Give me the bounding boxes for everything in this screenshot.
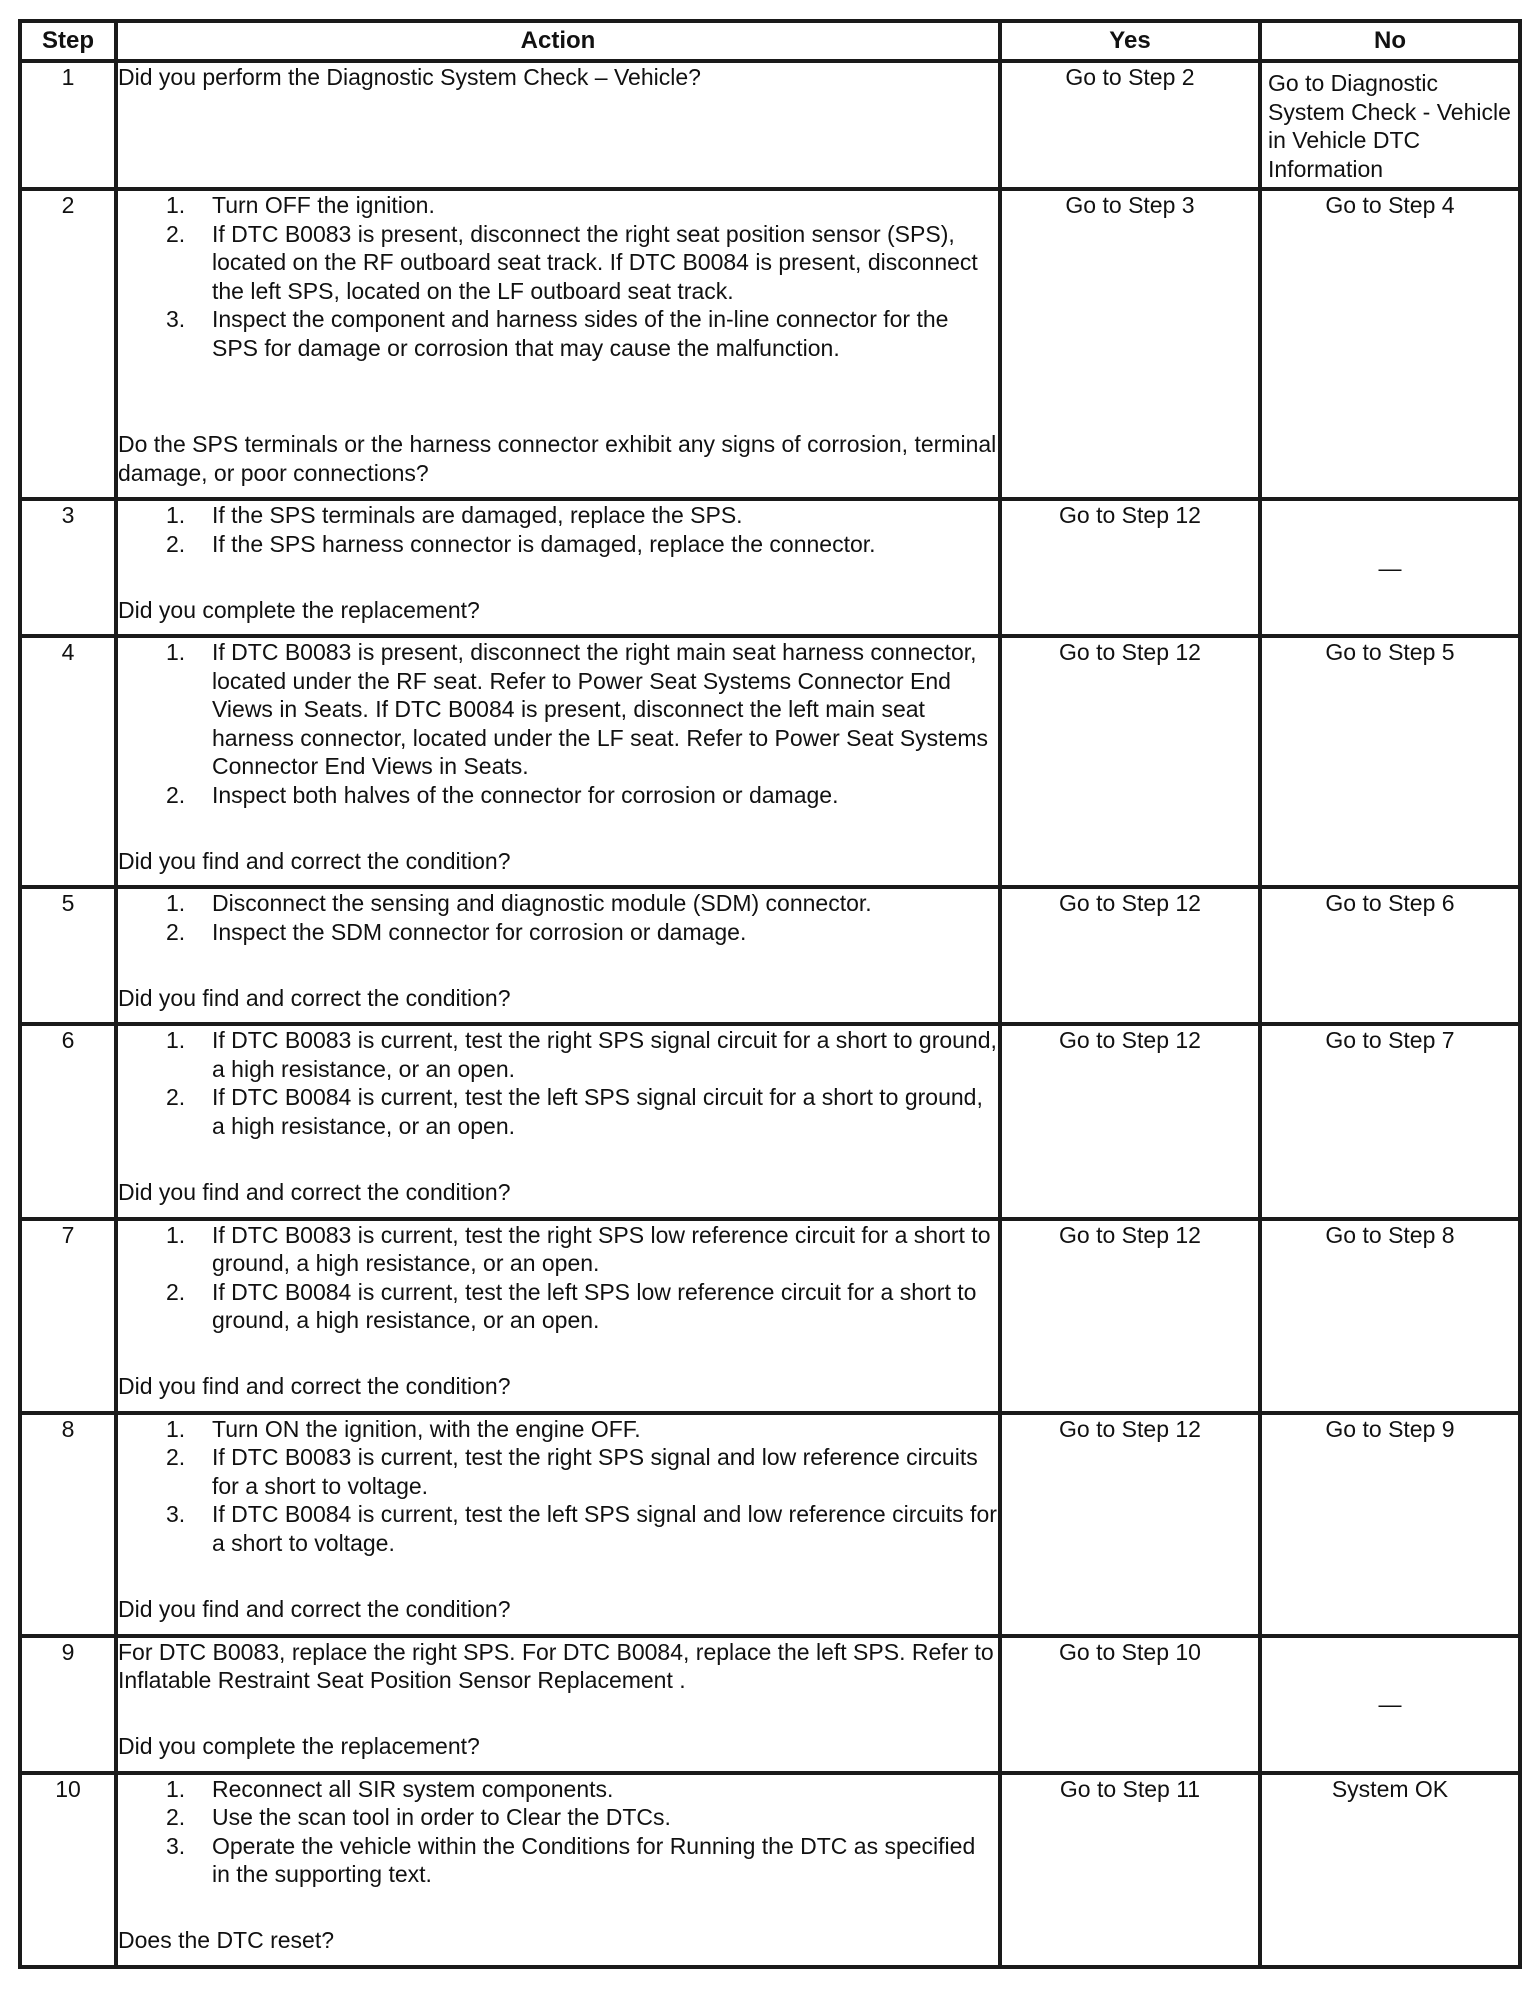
yes-result: Go to Step 2 bbox=[1000, 61, 1260, 189]
list-item-text: If DTC B0084 is current, test the left SPS signal and low reference circuits for a short to voltage. bbox=[212, 1501, 997, 1556]
step-number: 7 bbox=[20, 1219, 116, 1413]
no-result: Go to Step 7 bbox=[1260, 1024, 1520, 1218]
list-item-text: Inspect both halves of the connector for corrosion or damage. bbox=[212, 781, 839, 808]
list-item-text: If DTC B0084 is current, test the left SPS signal circuit for a short to ground, a high resistance, or an open. bbox=[212, 1084, 983, 1139]
list-item-number: 1. bbox=[166, 502, 186, 529]
list-item bbox=[118, 1221, 998, 1278]
list-item-number: 1. bbox=[166, 1027, 186, 1054]
list-item bbox=[118, 191, 998, 220]
action-list bbox=[118, 638, 998, 809]
header-action: Action bbox=[116, 21, 1000, 61]
action-cell bbox=[116, 1773, 1000, 1967]
no-result: — bbox=[1260, 1636, 1520, 1773]
list-item-number: 2. bbox=[166, 1444, 186, 1471]
list-item bbox=[118, 1775, 998, 1804]
no-result: Go to Step 5 bbox=[1260, 636, 1520, 887]
list-item-text: Use the scan tool in order to Clear the DTCs. bbox=[212, 1804, 671, 1831]
list-item-number: 2. bbox=[166, 1278, 186, 1305]
yes-result: Go to Step 12 bbox=[1000, 499, 1260, 636]
list-item-text: Turn OFF the ignition. bbox=[212, 192, 435, 219]
step-row bbox=[20, 61, 1520, 189]
action-question: Does the DTC reset? bbox=[118, 1927, 335, 1954]
step-number: 2 bbox=[20, 189, 116, 499]
no-result: System OK bbox=[1260, 1773, 1520, 1967]
step-row bbox=[20, 189, 1520, 499]
list-item-text: If DTC B0083 is current, test the right SPS low reference circuit for a short to ground, a high resistance, or an open. bbox=[212, 1221, 991, 1277]
list-item bbox=[118, 1832, 998, 1889]
action-question: Did you find and correct the condition? bbox=[118, 1596, 511, 1623]
list-item-text: If DTC B0083 is current, test the right SPS signal and low reference circuits for a short to voltage. bbox=[212, 1444, 978, 1499]
list-item bbox=[118, 530, 998, 559]
list-item bbox=[118, 889, 998, 918]
action-question: Did you find and correct the condition? bbox=[118, 847, 511, 874]
step-number: 5 bbox=[20, 887, 116, 1024]
list-item-number: 2. bbox=[166, 220, 186, 247]
list-item-text: If the SPS terminals are damaged, replace the SPS. bbox=[212, 502, 743, 529]
action-cell bbox=[116, 189, 1000, 499]
action-list bbox=[118, 1775, 998, 1889]
action-intro: For DTC B0083, replace the right SPS. For DTC B0084, replace the left SPS. Refer to Inflatable Restraint Seat Position Sensor Replacement . bbox=[118, 1638, 994, 1694]
list-item-number: 1. bbox=[166, 1775, 186, 1802]
action-question: Did you complete the replacement? bbox=[118, 596, 480, 623]
yes-result: Go to Step 12 bbox=[1000, 1413, 1260, 1636]
action-question: Did you find and correct the condition? bbox=[118, 984, 511, 1011]
action-cell bbox=[116, 887, 1000, 1024]
action-list bbox=[118, 889, 998, 946]
list-item-text: If DTC B0084 is current, test the left SPS low reference circuit for a short to ground, a high resistance, or an open. bbox=[212, 1278, 977, 1334]
yes-result: Go to Step 12 bbox=[1000, 1219, 1260, 1413]
list-item-text: If DTC B0083 is current, test the right SPS signal circuit for a short to ground, a high resistance, or an open. bbox=[212, 1027, 997, 1082]
no-result: Go to Step 4 bbox=[1260, 189, 1520, 499]
action-question: Do the SPS terminals or the harness connector exhibit any signs of corrosion, terminal damage, or poor connections? bbox=[118, 431, 997, 486]
list-item bbox=[118, 1026, 998, 1083]
yes-result: Go to Step 11 bbox=[1000, 1773, 1260, 1967]
header-yes: Yes bbox=[1000, 21, 1260, 61]
list-item bbox=[118, 1083, 998, 1140]
header-step: Step bbox=[20, 21, 116, 61]
action-cell bbox=[116, 1636, 1000, 1773]
action-cell bbox=[116, 1219, 1000, 1413]
action-list bbox=[118, 501, 998, 558]
list-item-number: 3. bbox=[166, 306, 186, 333]
list-item bbox=[118, 1803, 998, 1832]
list-item-text: If the SPS harness connector is damaged, replace the connector. bbox=[212, 530, 876, 557]
list-item-number: 1. bbox=[166, 639, 186, 666]
action-cell bbox=[116, 1024, 1000, 1218]
yes-result: Go to Step 12 bbox=[1000, 887, 1260, 1024]
list-item-number: 3. bbox=[166, 1832, 186, 1859]
list-item-number: 3. bbox=[166, 1501, 186, 1528]
list-item-number: 2. bbox=[166, 1804, 186, 1831]
no-result: — bbox=[1260, 499, 1520, 636]
step-number: 6 bbox=[20, 1024, 116, 1218]
action-question: Did you complete the replacement? bbox=[118, 1733, 480, 1760]
list-item-text: Inspect the SDM connector for corrosion or damage. bbox=[212, 918, 747, 945]
action-intro: Did you perform the Diagnostic System Check – Vehicle? bbox=[118, 64, 701, 90]
step-row bbox=[20, 1413, 1520, 1636]
list-item-number: 2. bbox=[166, 1084, 186, 1111]
action-cell bbox=[116, 636, 1000, 887]
no-result: Go to Step 6 bbox=[1260, 887, 1520, 1024]
list-item-text: Turn ON the ignition, with the engine OFF. bbox=[212, 1415, 641, 1442]
list-item-text: Operate the vehicle within the Conditions for Running the DTC as specified in the supporting text. bbox=[212, 1832, 976, 1888]
action-cell bbox=[116, 1413, 1000, 1636]
step-row bbox=[20, 1219, 1520, 1413]
yes-result: Go to Step 10 bbox=[1000, 1636, 1260, 1773]
header-row bbox=[20, 21, 1520, 61]
diagnostic-table bbox=[18, 19, 1522, 1969]
list-item bbox=[118, 781, 998, 810]
step-number: 9 bbox=[20, 1636, 116, 1773]
list-item bbox=[118, 638, 998, 781]
list-item bbox=[118, 1500, 998, 1557]
no-result: Go to Step 9 bbox=[1260, 1413, 1520, 1636]
no-result: Go to Step 8 bbox=[1260, 1219, 1520, 1413]
step-number: 3 bbox=[20, 499, 116, 636]
list-item-text: Inspect the component and harness sides of the in-line connector for the SPS for damage or corrosion that may cause the malfunction. bbox=[212, 306, 949, 361]
list-item bbox=[118, 918, 998, 947]
list-item bbox=[118, 501, 998, 530]
list-item bbox=[118, 220, 998, 306]
action-cell bbox=[116, 61, 1000, 189]
list-item bbox=[118, 1443, 998, 1500]
step-row bbox=[20, 1773, 1520, 1967]
list-item-number: 2. bbox=[166, 781, 186, 808]
list-item-number: 1. bbox=[166, 1415, 186, 1442]
list-item-text: If DTC B0083 is present, disconnect the right main seat harness connector, located under the RF seat. Refer to Power Seat Systems Connector End Views in Seats. If DTC B0084 is present, disconnect the left main seat harness connector, located under the LF seat. Refer to Power Seat Systems Connector End Views in Seats. bbox=[212, 639, 989, 780]
list-item bbox=[118, 1278, 998, 1335]
step-number: 10 bbox=[20, 1773, 116, 1967]
action-question: Did you find and correct the condition? bbox=[118, 1373, 511, 1400]
step-row bbox=[20, 499, 1520, 636]
list-item-number: 2. bbox=[166, 530, 186, 557]
yes-result: Go to Step 12 bbox=[1000, 1024, 1260, 1218]
step-row bbox=[20, 636, 1520, 887]
action-cell bbox=[116, 499, 1000, 636]
step-row bbox=[20, 887, 1520, 1024]
step-number: 1 bbox=[20, 61, 116, 189]
list-item bbox=[118, 305, 998, 362]
list-item-number: 1. bbox=[166, 1221, 186, 1248]
step-number: 8 bbox=[20, 1413, 116, 1636]
step-row bbox=[20, 1636, 1520, 1773]
action-list bbox=[118, 1026, 998, 1140]
yes-result: Go to Step 3 bbox=[1000, 189, 1260, 499]
list-item-number: 1. bbox=[166, 192, 186, 219]
step-row bbox=[20, 1024, 1520, 1218]
list-item-text: Disconnect the sensing and diagnostic module (SDM) connector. bbox=[212, 890, 872, 917]
step-number: 4 bbox=[20, 636, 116, 887]
list-item-text: Reconnect all SIR system components. bbox=[212, 1775, 614, 1802]
action-question: Did you find and correct the condition? bbox=[118, 1178, 511, 1205]
header-no: No bbox=[1260, 21, 1520, 61]
no-result: Go to Diagnostic System Check - Vehicle in Vehicle DTC Information bbox=[1260, 61, 1520, 189]
action-list bbox=[118, 191, 998, 362]
list-item-text: If DTC B0083 is present, disconnect the right seat position sensor (SPS), located on the RF outboard seat track. If DTC B0084 is present, disconnect the left SPS, located on the LF outboard seat track. bbox=[212, 220, 978, 304]
list-item-number: 2. bbox=[166, 918, 186, 945]
list-item bbox=[118, 1415, 998, 1444]
list-item-number: 1. bbox=[166, 890, 186, 917]
yes-result: Go to Step 12 bbox=[1000, 636, 1260, 887]
action-list bbox=[118, 1415, 998, 1558]
action-list bbox=[118, 1221, 998, 1335]
